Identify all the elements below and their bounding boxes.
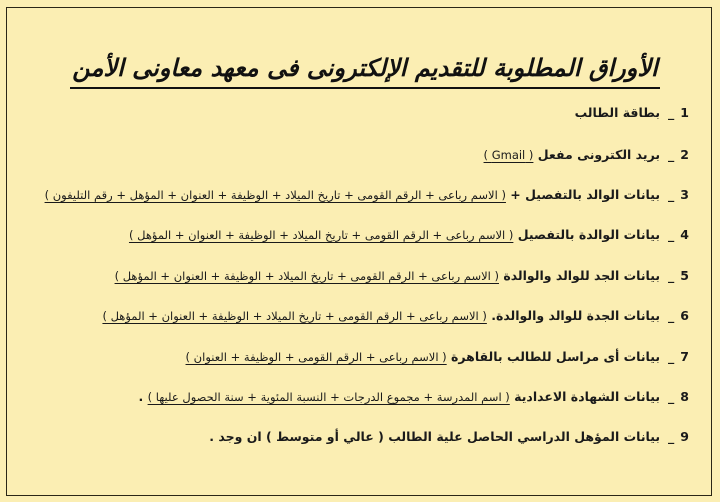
item-number: 9 [680, 429, 689, 444]
item-detail: ( الاسم رباعى + الرقم القومى + تاريخ الميلاد + الوظيفة + العنوان + المؤهل ) [128, 228, 514, 242]
item-number: 8 [680, 389, 689, 404]
item-detail: ( الاسم رباعى + الرقم القومى + تاريخ الميلاد + الوظيفة + العنوان + المؤهل + رقم التليفون ) [44, 188, 506, 202]
item-number: 3 [680, 187, 689, 202]
item-label: بيانات المؤهل الدراسي الحاصل علية الطالب ( عالي أو متوسط ) ان وجد . [209, 429, 661, 444]
item-label: بيانات الجدة للوالد والوالدة. [486, 308, 661, 323]
item-detail: ( الاسم رباعى + الرقم القومى + تاريخ الميلاد + الوظيفة + العنوان + المؤهل ) [102, 309, 487, 323]
item-label: بيانات الجد للوالد والوالدة [498, 268, 661, 283]
item-number: 5 [680, 268, 689, 283]
list-item [209, 428, 689, 446]
item-label: بيانات أى مراسل للطالب بالقاهرة [446, 349, 661, 364]
item-number: 4 [680, 227, 689, 242]
item-label: بطاقة الطالب [574, 105, 661, 120]
list-item [115, 267, 689, 285]
item-separator: _ [668, 308, 675, 323]
list-item [186, 348, 689, 366]
item-detail: ( الاسم رباعى + الرقم القومى + تاريخ الميلاد + الوظيفة + العنوان + المؤهل ) [114, 269, 499, 283]
item-separator: _ [668, 429, 675, 444]
item-separator: _ [668, 349, 675, 364]
item-detail: ( Gmail ) [483, 148, 534, 162]
item-detail: ( الاسم رباعى + الرقم القومى + الوظيفة + العنوان ) [185, 350, 447, 364]
list-item [102, 307, 689, 325]
item-number: 1 [680, 105, 689, 120]
item-tail: . [138, 389, 148, 404]
item-separator: _ [668, 147, 675, 162]
item-label: بيانات الوالدة بالتفصيل [513, 227, 661, 242]
list-item [575, 104, 689, 122]
page-title: الأوراق المطلوبة للتقديم الإلكترونى فى معهد معاونى الأمن [70, 50, 660, 89]
item-separator: _ [668, 227, 675, 242]
item-number: 6 [680, 308, 689, 323]
item-label: بيانات الشهادة الاعدادية [509, 389, 661, 404]
item-label: بيانات الوالد بالتفصيل + [505, 187, 661, 202]
list-item [129, 226, 689, 244]
item-separator: _ [668, 105, 675, 120]
item-separator: _ [668, 268, 675, 283]
item-number: 2 [680, 147, 689, 162]
item-number: 7 [680, 349, 689, 364]
list-item [138, 388, 689, 406]
item-label: بريد الكترونى مفعل [533, 147, 661, 162]
list-item [45, 186, 689, 204]
item-separator: _ [668, 389, 675, 404]
list-item [484, 146, 689, 164]
item-detail: ( اسم المدرسة + مجموع الدرجات + النسبة المئوية + سنة الحصول عليها ) [147, 390, 510, 404]
item-separator: _ [668, 187, 675, 202]
